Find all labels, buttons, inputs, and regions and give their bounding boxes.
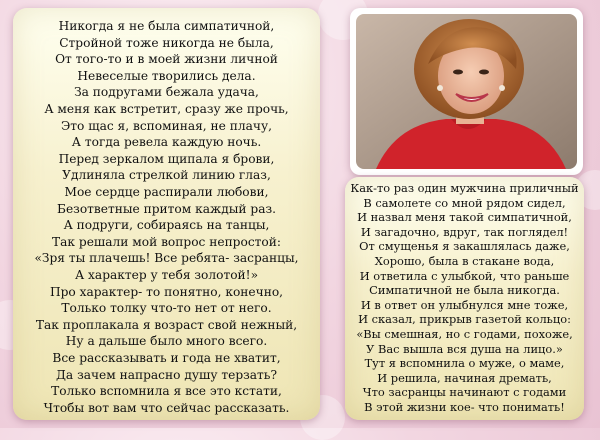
poem-line: Удлиняла стрелкой линию глаз, <box>62 168 271 183</box>
poem-line: Только вспомнила я все это кстати, <box>51 384 282 399</box>
poem-line: А подруги, собираясь на танцы, <box>63 218 270 233</box>
poem-line: Хорошо, была в стакане вода, <box>374 254 555 268</box>
portrait-photo <box>356 14 577 169</box>
portrait-frame <box>350 8 583 175</box>
poem-line: И ответила с улыбкой, что раньше <box>359 268 570 283</box>
poem-line: Стройной тоже никогда не была, <box>59 35 274 50</box>
poem-line: У Вас вышла вся душа на лицо.» <box>366 341 563 356</box>
poem-line: Все рассказывать и года не хватит, <box>52 351 281 365</box>
poem-line: Как-то раз один мужчина приличный <box>350 181 579 195</box>
poem-line: Мое сердце распирали любови, <box>64 185 269 199</box>
poem-line: Так решали мой вопрос непростой: <box>52 234 281 249</box>
poem-line: И загадочно, вдруг, так поглядел! <box>360 224 569 239</box>
poem-line: Да зачем напрасно душу терзать? <box>56 367 277 382</box>
poem-line: Так проплакала я возраст свой нежный, <box>35 317 298 332</box>
poem-line: За подругами бежала удача, <box>74 85 259 100</box>
poem-line: Безответные притом каждый раз. <box>57 201 276 216</box>
poem-line: От смущенья я закашлялась даже, <box>359 239 570 254</box>
poem-line: Только толку что-то нет от него. <box>61 301 272 316</box>
poem-line: Тут я вспомнила о муже, о маме, <box>364 356 565 371</box>
poem-line: В этой жизни кое- что понимать! <box>364 400 565 414</box>
poem-line: И сказал, прикрыв газетой кольцо: <box>358 312 571 327</box>
left-poem-text <box>13 17 320 417</box>
poem-line: Никогда я не была симпатичной, <box>58 19 275 33</box>
left-poem-panel <box>13 8 320 420</box>
poem-line: Невеселые творились дела. <box>77 68 256 83</box>
poem-line: А характер у тебя золотой!» <box>74 268 259 282</box>
right-poem-text <box>345 180 584 416</box>
poem-line: Чтобы вот вам что сейчас рассказать. <box>43 400 290 415</box>
poem-line: И в ответ он улыбнулся мне тоже, <box>360 297 569 312</box>
poem-line: А тогда ревела каждую ночь. <box>71 135 262 150</box>
poem-line: Про характер- то понятно, конечно, <box>49 284 284 299</box>
poem-line: И назвал меня такой симпатичной, <box>357 210 572 225</box>
poem-line: «Зря ты плачешь! Все ребята- засранцы, <box>34 251 299 266</box>
poem-line: И решила, начиная дремать, <box>377 370 552 385</box>
poem-line: Перед зеркалом щипала я брови, <box>58 151 275 166</box>
poem-line: От того-то и в моей жизни личной <box>55 52 278 67</box>
poem-line: В самолете со мной рядом сидел, <box>363 195 566 210</box>
poem-line: Ну а дальше было много всего. <box>65 334 268 349</box>
right-poem-panel <box>345 177 584 420</box>
poem-line: «Вы смешная, но с годами, похоже, <box>356 327 573 341</box>
poem-line: Симпатичной не была никогда. <box>369 283 560 298</box>
poem-line: Что засранцы начинают с годами <box>362 385 567 400</box>
poem-line: А меня как встретит, сразу же прочь, <box>44 102 289 116</box>
poem-line: Это щас я, вспоминая, не плачу, <box>60 118 273 133</box>
